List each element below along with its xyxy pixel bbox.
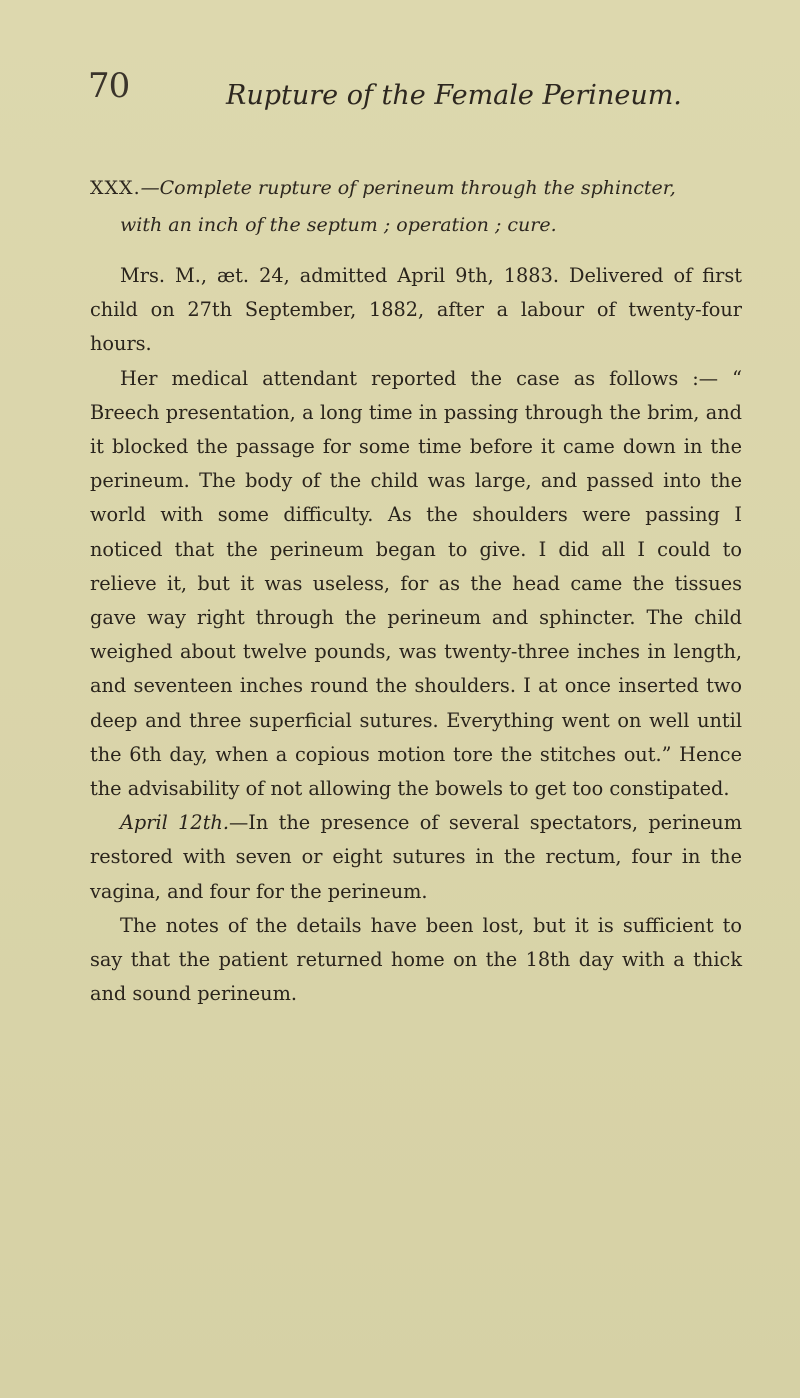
operation-text: —In the presence of several spectators, perineum restored with seven or eight sutures in the rectum, four in the vagina, and four for the perineum. — [90, 811, 742, 903]
case-title-line2: with an inch of the septum ; operation ; cure. — [120, 214, 557, 236]
running-title: Rupture of the Female Perineum. — [226, 80, 682, 111]
paragraph-outcome: The notes of the details have been lost, but it is sufficient to say that the patient returned home on the 18th day with a thick and sound perineum. — [90, 913, 742, 1006]
paragraph-admission: Mrs. M., æt. 24, admitted April 9th, 1883. Delivered of first child on 27th September, 1882, after a labour of twenty-four hours. — [90, 264, 742, 356]
operation-date: April 12th. — [120, 811, 229, 835]
case-body — [90, 259, 742, 1011]
case-heading — [90, 170, 730, 244]
case-title-line1: —Complete rupture of perineum through the sphincter, — [140, 177, 676, 199]
paragraph-operation — [90, 806, 742, 909]
page-number: 70 — [88, 66, 130, 106]
case-numeral: XXX. — [90, 177, 141, 199]
paragraph-attendant-report: Her medical attendant reported the case as follows :— “ Breech presentation, a long time in passing through the brim, and it blocked the passage for some time before it came down in the perineum. The body of the child was large, and passed into the world with some difficulty. As the shoulders were passing I noticed that the perineum began to give. I did all I could to relieve it, but it was useless, for as the head came the tissues gave way right through the perineum and sphincter. The child weighed about twelve pounds, was twenty-three inches in length, and seventeen inches round the shoulders. I at once inserted two deep and three superficial sutures. Everything went on well until the 6th day, when a copious motion tore the stitches out.” Hence the advisability of not allowing the bowels to get too constipated. — [90, 366, 742, 801]
